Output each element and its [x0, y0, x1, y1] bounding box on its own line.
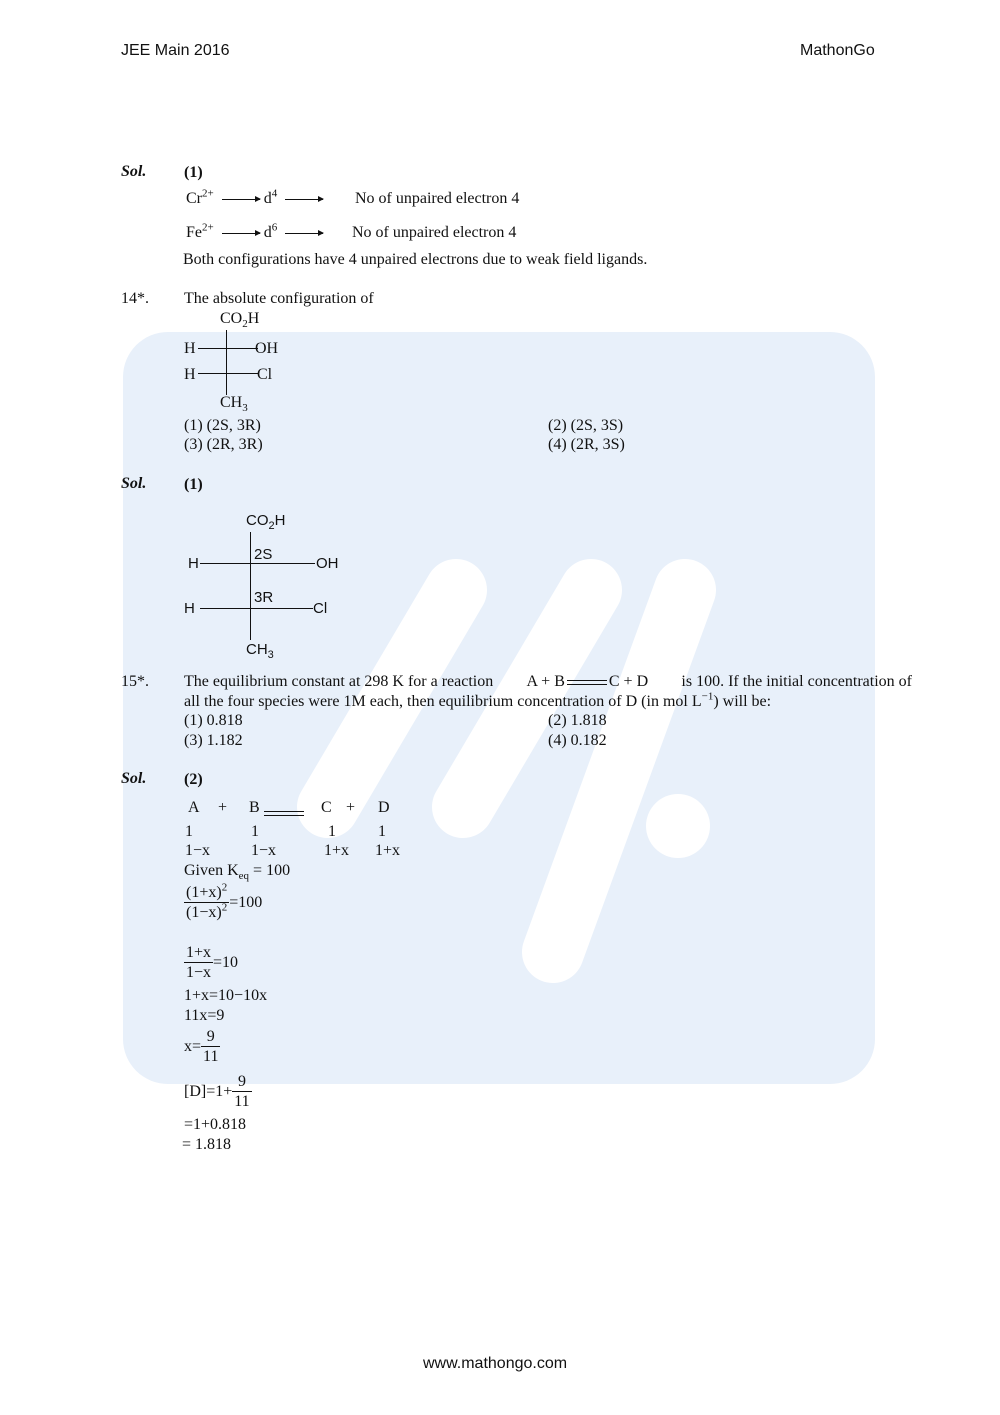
step4: 11x=9 [184, 1007, 225, 1024]
fischer-top: $CO_2H$ [246, 512, 286, 532]
fischer-bond-2 [200, 608, 313, 609]
species-plus-2: + [346, 799, 356, 816]
q15-option-4[interactable]: (4) 0.182 [548, 732, 607, 749]
q15-line2: all the four species were 1M each, then equilibrium concentration of D (in mol $L^{-1}$) will be: [184, 690, 772, 710]
config-d4: d [263, 190, 272, 207]
arrow-icon [222, 199, 260, 200]
fischer-oh: OH [316, 555, 339, 572]
fischer-h1: H [184, 340, 196, 357]
step2-fraction: $\frac{1+x}{1-x}$ =10 [186, 944, 239, 981]
q15-text1: The equilibrium constant at 298 K for a reaction [184, 673, 494, 690]
eq-d: 1+x [375, 842, 401, 859]
sol13-answer: (1) [184, 164, 203, 181]
q14-option-2[interactable]: (2) (2S, 3S) [548, 417, 624, 434]
species-b: B [249, 799, 260, 816]
q15-option-1[interactable]: (1) 0.818 [184, 712, 243, 729]
eq-a: 1−x [185, 842, 211, 859]
fischer-h2: H [184, 366, 196, 383]
footer-url[interactable]: www.mathongo.com [423, 1355, 568, 1372]
q14-number: 14*. [121, 290, 149, 307]
ion-fe-charge: 2+ [202, 221, 214, 234]
sol15-answer: (2) [184, 771, 203, 788]
q14-option-4[interactable]: (4) (2R, 3S) [548, 436, 625, 453]
step3: 1+x=10−10x [184, 987, 268, 1004]
eq-b: 1−x [251, 842, 277, 859]
sol14-fischer-projection [180, 508, 380, 668]
config-d6-exp: 6 [271, 221, 278, 234]
sol14-label: Sol. [121, 475, 147, 492]
ion-cr-charge: 2+ [202, 187, 214, 200]
sol13-conclusion: Both configurations have 4 unpaired electrons due to weak field ligands. [183, 251, 648, 268]
step1-fraction: $\frac{(1+x)^2}{(1-x)^2}$ =100 [186, 881, 263, 921]
initial-b: 1 [251, 823, 259, 840]
sol13-line2-text: No of unpaired electron 4 [352, 224, 517, 241]
fischer-top: $CO_2H$ [220, 310, 260, 331]
fischer-c2-label: 2S [254, 546, 273, 563]
sol13-label: Sol. [121, 163, 147, 180]
q15-line1 [184, 672, 912, 692]
arrow-icon [285, 233, 323, 234]
fischer-bond-2 [198, 373, 258, 374]
equilibrium-arrow-icon [567, 679, 607, 686]
fischer-h1: H [188, 555, 199, 572]
ion-cr: Cr [186, 190, 202, 207]
fischer-bottom: $CH_3$ [246, 641, 274, 661]
q15-number: 15*. [121, 673, 149, 690]
sol13-line1-text: No of unpaired electron 4 [355, 190, 520, 207]
config-d4-exp: 4 [271, 187, 278, 200]
given-keq: Given $K_{eq} = 100$ [184, 862, 291, 883]
fischer-c3-label: 3R [254, 589, 274, 606]
header-brand: MathonGo [800, 42, 875, 59]
fischer-cl: Cl [313, 600, 328, 617]
q14-option-1[interactable]: (1) (2S, 3R) [184, 417, 261, 434]
sol15-label: Sol. [121, 770, 147, 787]
fischer-cl: Cl [257, 366, 273, 383]
config-d6: d [263, 224, 272, 241]
fischer-vertical-bond [250, 532, 251, 640]
q15-option-2[interactable]: (2) 1.818 [548, 712, 607, 729]
q15-option-3[interactable]: (3) 1.182 [184, 732, 243, 749]
fischer-oh: OH [255, 340, 279, 357]
arrow-icon [222, 233, 260, 234]
q14-option-3[interactable]: (3) (2R, 3R) [184, 436, 263, 453]
fischer-h2: H [184, 600, 195, 617]
species-a: A [188, 799, 200, 816]
q15-reaction: A + B C + D [526, 673, 649, 690]
step8: = 1.818 [182, 1136, 232, 1153]
step7: =1+0.818 [184, 1116, 247, 1133]
arrow-icon [285, 199, 323, 200]
initial-a: 1 [185, 823, 193, 840]
species-d: D [378, 799, 390, 816]
initial-d: 1 [378, 823, 386, 840]
eq-c: 1+x [324, 842, 350, 859]
sol13-line1 [186, 189, 327, 209]
step5-fraction: x= $\frac{9}{11}$ [184, 1028, 219, 1065]
species-c: C [321, 799, 332, 816]
fischer-bond-1 [200, 563, 315, 564]
sol14-answer: (1) [184, 476, 203, 493]
initial-c: 1 [328, 823, 336, 840]
ion-fe: Fe [186, 224, 202, 241]
header-title: JEE Main 2016 [121, 42, 230, 59]
species-plus-1: + [218, 799, 228, 816]
sol13-line2 [186, 223, 327, 243]
step6-fraction: [D]=1+ $\frac{9}{11}$ [184, 1073, 250, 1110]
fischer-vertical-bond [226, 330, 227, 395]
q14-fischer-projection [180, 308, 310, 418]
q14-question: The absolute configuration of [184, 290, 374, 307]
q15-text2: is 100. If the initial concentration of [681, 673, 912, 690]
fischer-bottom: $CH_3$ [220, 394, 248, 415]
fischer-bond-1 [198, 348, 258, 349]
equilibrium-arrow-icon [262, 804, 306, 822]
